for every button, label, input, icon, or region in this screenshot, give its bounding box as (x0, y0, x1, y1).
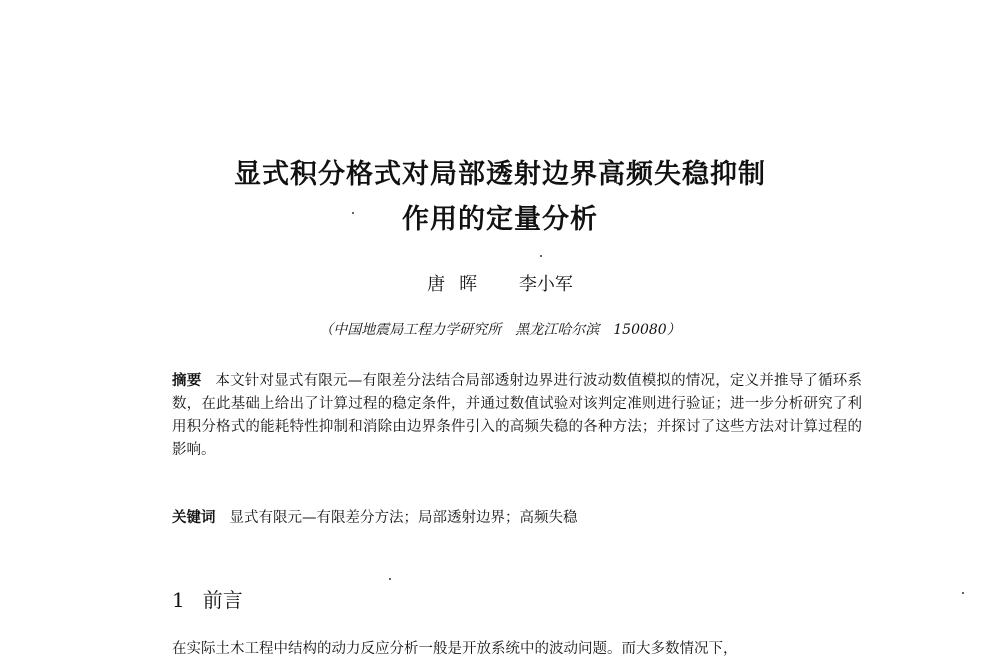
scan-speck (962, 592, 964, 594)
scan-speck (389, 578, 391, 580)
keywords (172, 506, 862, 527)
abstract (172, 370, 862, 462)
keywords-label: 关键词 (172, 510, 216, 526)
affiliation: （中国地震局工程力学研究所 黑龙江哈尔滨 150080） (319, 322, 681, 338)
paper-title-line-1: 显式积分格式对局部透射边界高频失稳抑制 (234, 159, 766, 190)
scan-speck (540, 255, 542, 257)
abstract-text: 本文针对显式有限元—有限差分法结合局部透射边界进行波动数值模拟的情况，定义并推导了循环系数，在此基础上给出了计算过程的稳定条件，并通过数值试验对该判定准则进行验证；进一步分析研究了利用积分格式的能耗特性抑制和消除由边界条件引入的高频失稳的各种方法；并探讨了这些方法对计算过程的影响。 (172, 373, 863, 458)
author-2: 李小军 (518, 274, 573, 295)
body-paragraph: 在实际土木工程中结构的动力反应分析一般是开放系统中的波动问题。而大多数情况下， (172, 641, 738, 657)
authors (0, 270, 1000, 296)
keywords-text: 显式有限元—有限差分方法；局部透射边界；高频失稳 (229, 510, 578, 526)
paper-title-line-2: 作用的定量分析 (402, 204, 598, 235)
author-1: 唐晖 (427, 274, 492, 295)
abstract-label: 摘要 (172, 373, 202, 389)
scan-speck (352, 212, 354, 214)
section-number: 1 (172, 588, 185, 612)
section-title: 前言 (202, 588, 243, 612)
section-heading (172, 584, 243, 613)
